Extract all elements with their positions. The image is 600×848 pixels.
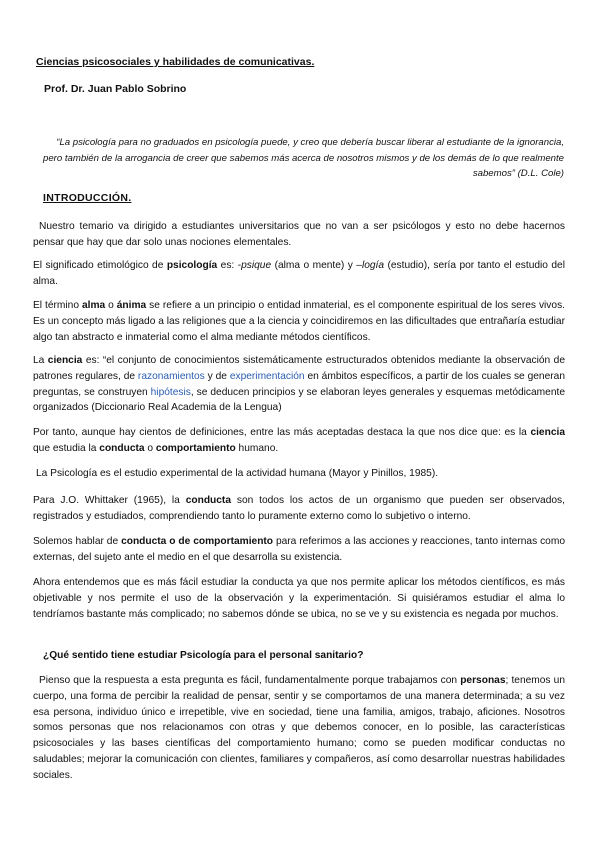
link-hipotesis[interactable]: hipótesis — [150, 386, 191, 398]
term-logia: logía — [361, 260, 385, 271]
text-run: que estudia la — [33, 442, 100, 454]
text-run: es: - — [217, 260, 242, 271]
paragraph-definicion — [33, 425, 565, 457]
term-alma: alma — [81, 300, 106, 311]
text-run: Pienso que la respuesta a esta pregunta es fácil, fundamentalmente porque trabajamos con — [39, 675, 461, 686]
text-run: Por tanto, aunque hay cientos de definiciones, entre las más aceptadas destaca la que nos dice que: es la — [33, 427, 531, 438]
term-personas: personas — [460, 675, 506, 686]
term-ciencia: ciencia — [530, 427, 565, 438]
text-run: en ámbitos específicos, a partir de los cuales se generan preguntas, se construyen — [33, 370, 565, 398]
subheading-question: ¿Qué sentido tiene estudiar Psicología para el personal sanitario? — [43, 650, 364, 661]
paragraph-ciencia — [33, 353, 565, 416]
term-psicologia: psicología — [166, 260, 218, 271]
term-conducta: conducta — [99, 442, 145, 454]
text-run: , se deducen principios y se elaboran leyes generales y esquemas metódicamente organizados (Diccionario Real Academia de la Lengua) — [33, 386, 565, 414]
paragraph-respuesta — [33, 673, 565, 784]
paragraph-comportamiento — [33, 534, 565, 566]
author-line: Prof. Dr. Juan Pablo Sobrino — [44, 83, 187, 95]
paragraph-metodos: Ahora entendemos que es más fácil estudiar la conducta ya que nos permite aplicar los métodos científicos, es más objetivable y nos permite el uso de la observación y la experimentación. Si quisiéramos estudiar el alma lo tendríamos bastante más complicado; no sabemos dónde se ubica, no se ve y su existencia es negada por muchos. — [33, 577, 565, 620]
term-psique: psique — [241, 260, 272, 271]
text-run: Solemos hablar de — [33, 536, 122, 547]
text-run: humano. — [235, 442, 279, 454]
paragraph-alma — [33, 298, 565, 345]
text-run: Para J.O. Whittaker (1965), la — [33, 495, 186, 506]
text-run: El término — [33, 300, 82, 311]
paragraph-mayor-pinillos: La Psicología es el estudio experimental de la actividad humana (Mayor y Pinillos, 1985). — [36, 468, 439, 479]
paragraph-etymology — [33, 258, 565, 290]
link-razonamientos[interactable]: razonamientos — [137, 370, 205, 382]
paragraph-intro: Nuestro temario va dirigido a estudiantes universitarios que no van a ser psicólogos y esto no debe hacernos pensar que hay que dar solo unas nociones elementales. — [33, 221, 565, 248]
term-ciencia: ciencia — [47, 355, 83, 366]
text-run: (estudio), sería por tanto el estudio del alma. — [33, 260, 565, 287]
text-run: se refiere a un principio o entidad inmaterial, es el componente espiritual de los seres vivos. Es un concepto más ligado a las religiones que a la ciencia y coincidiremos en las dificultades que entrañaría estudiar algo tan abstracto e inmaterial como el alma mediante métodos científicos. — [33, 300, 565, 343]
paragraph-whittaker — [33, 493, 565, 525]
term-conducta: conducta — [185, 495, 231, 506]
link-experimentacion[interactable]: experimentación — [229, 370, 305, 382]
text-run: es: “el conjunto de conocimientos sistemáticamente estructurados obtenidos mediante la observación de patrones regulares, de — [33, 355, 565, 382]
text-run: (alma o mente) y – — [271, 260, 362, 271]
term-anima: ánima — [116, 300, 147, 311]
text-run: y de — [204, 370, 230, 382]
text-run: o — [144, 442, 156, 454]
text-run: La — [33, 355, 48, 366]
term-conducta-comportamiento: conducta o de comportamiento — [121, 536, 274, 547]
text-run: o — [105, 300, 117, 311]
document-title: Ciencias psicosociales y habilidades de comunicativas. — [36, 56, 315, 68]
term-comportamiento: comportamiento — [155, 442, 236, 454]
text-run: ; tenemos un cuerpo, una forma de percibir la realidad de pensar, sentir y se comportamos de una manera determinada; a su vez esa persona, individuo único e irrepetible, vive en sociedad, tiene una familia, amigos, trabajo, aficiones. Nosotros somos personas que nos relacionamos con otras y que debemos conocer, en lo posible, las características psicosociales y las bases científicas del comportamiento humano; como se pueden modificar conductas no saludables; mejorar la comunicación con clientes, familiares y compañeros, así como desarrollar nuestras habilidades sociales. — [33, 675, 565, 781]
text-run: para referimos a las acciones y reacciones, tanto internas como externas, del sujeto ante el medio en el que desarrolla su existencia. — [33, 536, 565, 563]
text-run: son todos los actos de un organismo que pueden ser observados, registrados y estudiados, comprendiendo tanto lo puramente externo como lo subjetivo o interno. — [33, 495, 565, 522]
text-run: El significado etimológico de — [33, 260, 167, 271]
section-heading: INTRODUCCIÓN. — [43, 192, 132, 204]
epigraph-quote: “La psicología para no graduados en psicología puede, y creo que debería buscar liberar al estudiante de la ignorancia, pero también de la arrogancia de creer que sabemos más acerca de nosotros mismos y de los demás de lo que realmente sabemos” (D.L. Cole) — [42, 137, 564, 179]
